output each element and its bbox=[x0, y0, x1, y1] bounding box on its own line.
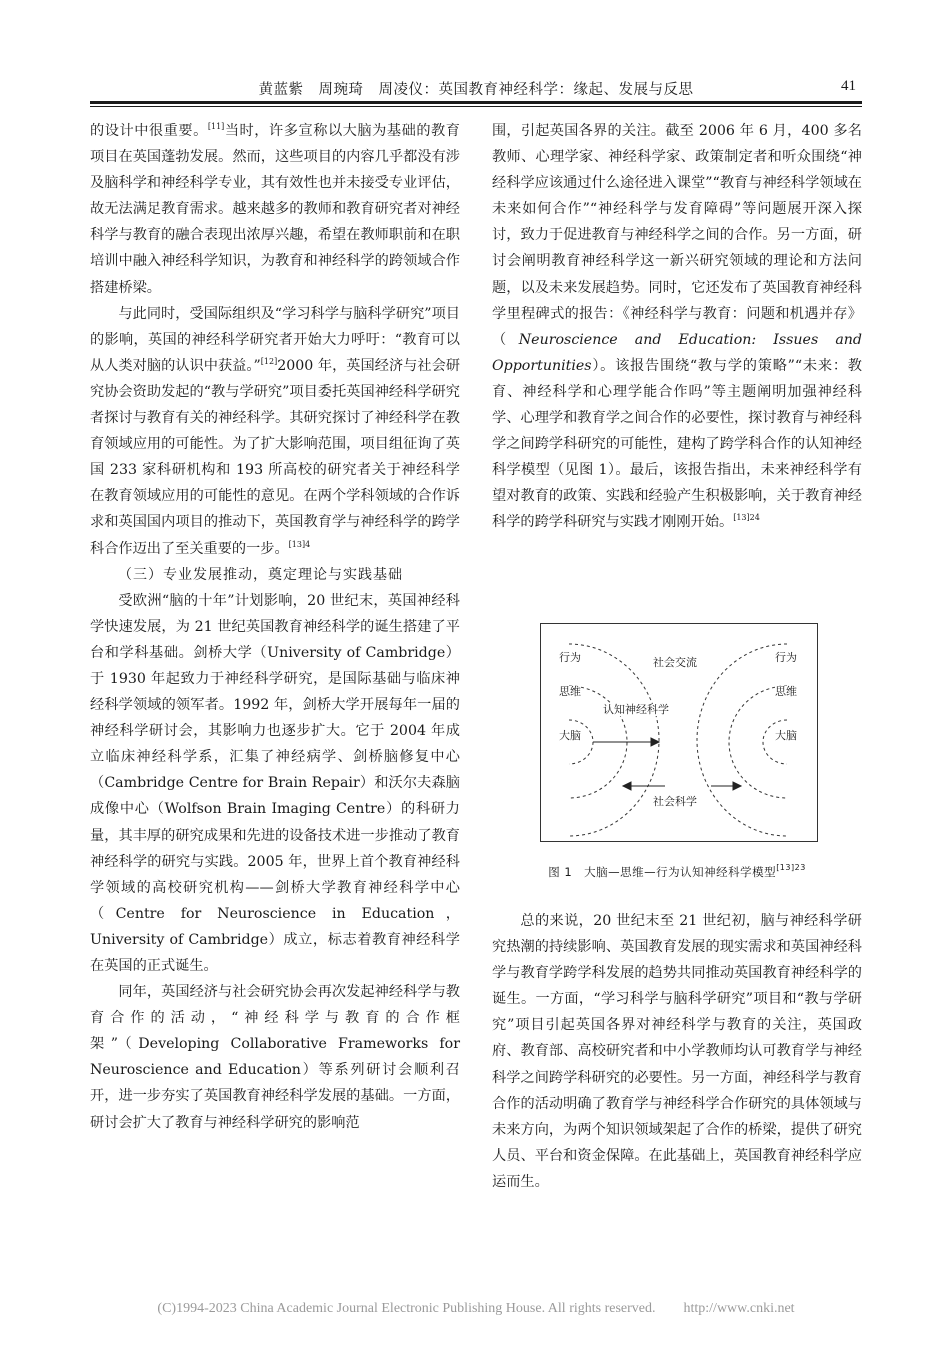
text-run: 的设计中很重要。 bbox=[90, 123, 208, 139]
text-run: 与此同时，受国际组织及“学习科学与脑科学研究”项目的影响，英国的神经科学研究者开始大力呼吁：“教育可以从人类对脑的认识中获益。” bbox=[90, 305, 460, 374]
citation: [11] bbox=[207, 122, 225, 131]
citation: [13]4 bbox=[288, 539, 311, 549]
label-left-behavior: 行为 bbox=[559, 651, 581, 664]
left-column bbox=[90, 118, 460, 1136]
report-title-english: Neuroscience and Education: Issues and Opportunities bbox=[492, 331, 862, 374]
text-run: 2000 年，英国经济与社会研究协会资助发起的“教与学研究”项目委托英国神经科学研究者探讨与教育有关的神经科学。其研究探讨了神经科学在教育领域应用的可能性。为了扩大影响范围，项目组征询了英国 233 家科研机构和 193 所高校的研究者关于神经科学在教育领域应用的可能性的意见。在两个学科领域的合作诉求和英国国内项目的推动下，英国教育学与神经科学的跨学科合作迈出了至关重要的一步。 bbox=[90, 357, 461, 557]
label-right-thinking: 思维 bbox=[775, 685, 797, 698]
section-heading: （三）专业发展推动，奠定理论与实践基础 bbox=[118, 566, 403, 583]
right-column-lower bbox=[492, 908, 862, 1195]
page-number: 41 bbox=[841, 78, 856, 94]
caption-text: 图 1 大脑—思维—行为认知神经科学模型 bbox=[548, 865, 777, 879]
paragraph bbox=[90, 301, 460, 562]
right-arc-thinking bbox=[729, 686, 787, 798]
header-rule-thick bbox=[90, 101, 862, 104]
figure-1-diagram bbox=[540, 623, 818, 842]
paragraph bbox=[90, 118, 460, 301]
label-social-science: 社会科学 bbox=[653, 795, 697, 808]
left-arc-behavior bbox=[569, 644, 659, 836]
text-run: 围，引起英国各界的关注。截至 2006 年 6 月，400 多名教师、心理学家、神经科学家、政策制定者和听众围绕“神经科学应该通过什么途径进入课堂”“教育与神经科学领域在未来如何合作”“神经科学与发育障碍”等问题展开深入探讨，致力于促进教育与神经科学之间的合作。另一方面，研讨会阐明教育神经科学这一新兴研究领域的理论和方法问题，以及未来发展趋势。同时，它还发布了英国教育神经科学里程碑式的报告：《神经科学与教育：问题和机遇并存》（ bbox=[492, 123, 862, 348]
paragraph: 同年，英国经济与社会研究协会再次发起神经科学与教育合作的活动，“神经科学与教育的合作框架”（Developing Collaborative Frameworks for Neuroscience and Education）等系列研讨会顺利召开，进一步夯实了英国教育神经科学发展的基础。一方面，研讨会扩大了教育与神经科学研究的影响范 bbox=[90, 984, 460, 1131]
right-arc-behavior bbox=[697, 644, 787, 836]
citation: [12] bbox=[260, 356, 278, 366]
arrowhead bbox=[623, 782, 631, 790]
running-header bbox=[90, 78, 862, 102]
label-left-brain: 大脑 bbox=[559, 729, 581, 742]
label-right-behavior: 行为 bbox=[775, 651, 797, 664]
right-column bbox=[492, 118, 862, 536]
copyright-footer: (C)1994-2023 China Academic Journal Electronic Publishing House. All rights reserved. http://www.cnki.net bbox=[157, 1301, 795, 1316]
label-social-communication: 社会交流 bbox=[653, 656, 697, 669]
right-arc-brain bbox=[763, 720, 787, 764]
label-right-brain: 大脑 bbox=[775, 729, 797, 742]
left-arc-brain bbox=[569, 720, 593, 764]
text-run: ）。该报告围绕“教与学的策略”“未来：教育、神经科学和心理学能合作吗”等主题阐明加强神经科学、心理学和教育学之间合作的必要性，探讨教育与神经科学之间跨学科研究的可能性，建构了跨学科合作的认知神经科学模型（见图 1）。最后，该报告指出，未来神经科学有望对教育的政策、实践和经验产生积极影响，关于教育神经科学的跨学科研究与实践才刚刚开始。 bbox=[492, 357, 862, 531]
arrowhead bbox=[733, 782, 741, 790]
paragraph bbox=[492, 118, 862, 536]
running-title: 黄蓝紫 周琬琦 周凌仪：英国教育神经科学：缘起、发展与反思 bbox=[258, 82, 694, 98]
figure-caption bbox=[492, 864, 862, 880]
paragraph: 受欧洲“脑的十年”计划影响，20 世纪末，英国神经科学快速发展，为 21 世纪英国教育神经科学的诞生搭建了平台和学科基础。剑桥大学（University of Cambridge）于 1930 年起致力于神经科学研究，是国际基础与临床神经科学领域的领军者。1992 年，剑桥大学开展每年一届的神经科学研讨会，其影响力也逐步扩大。它于 2004 年成立临床神经科学系，汇集了神经病学、剑桥脑修复中心（Cambridge Centre for Brain Repair）和沃尔夫森脑成像中心（Wolfson Brain Imaging Centre）的科研力量，其丰厚的研究成果和先进的设备技术进一步推动了教育神经科学的研究与实践。2005 年，世界上首个教育神经科学领域的高校研究机构——剑桥大学教育神经科学中心（Centre for Neuroscience in Education，University of Cambridge）成立，标志着教育神经科学在英国的正式诞生。 bbox=[90, 592, 460, 974]
header-rule-thin bbox=[90, 106, 862, 107]
citation: [13]24 bbox=[733, 513, 760, 523]
citation: [13]23 bbox=[776, 863, 806, 872]
text-run: 当时，许多宣称以大脑为基础的教育项目在英国蓬勃发展。然而，这些项目的内容几乎都没有涉及脑科学和神经科学专业，其有效性也并未接受专业评估，故无法满足教育需求。越来越多的教师和教育研究者对神经科学与教育的融合表现出浓厚兴趣，希望在教师职前和在职培训中融入神经科学知识，为教育和神经科学的跨领域合作搭建桥梁。 bbox=[90, 123, 460, 296]
paragraph: 总的来说，20 世纪末至 21 世纪初，脑与神经科学研究热潮的持续影响、英国教育发展的现实需求和英国神经科学与教育学跨学科发展的趋势共同推动英国教育神经科学的诞生。一方面，“学习科学与脑科学研究”项目和“教与学研究”项目引起英国各界对神经科学与教育的关注，英国政府、教育部、高校研究者和中小学教师均认可教育学与神经科学之间跨学科研究的必要性。另一方面，神经科学与教育合作的活动明确了教育学与神经科学合作研究的具体领域与未来方向，为两个知识领域架起了合作的桥梁，提供了研究人员、平台和资金保障。在此基础上，英国教育神经科学应运而生。 bbox=[492, 913, 862, 1190]
label-left-thinking: 思维 bbox=[559, 685, 581, 698]
arrowhead bbox=[651, 738, 659, 746]
label-cognitive-neuroscience: 认知神经科学 bbox=[603, 703, 669, 716]
